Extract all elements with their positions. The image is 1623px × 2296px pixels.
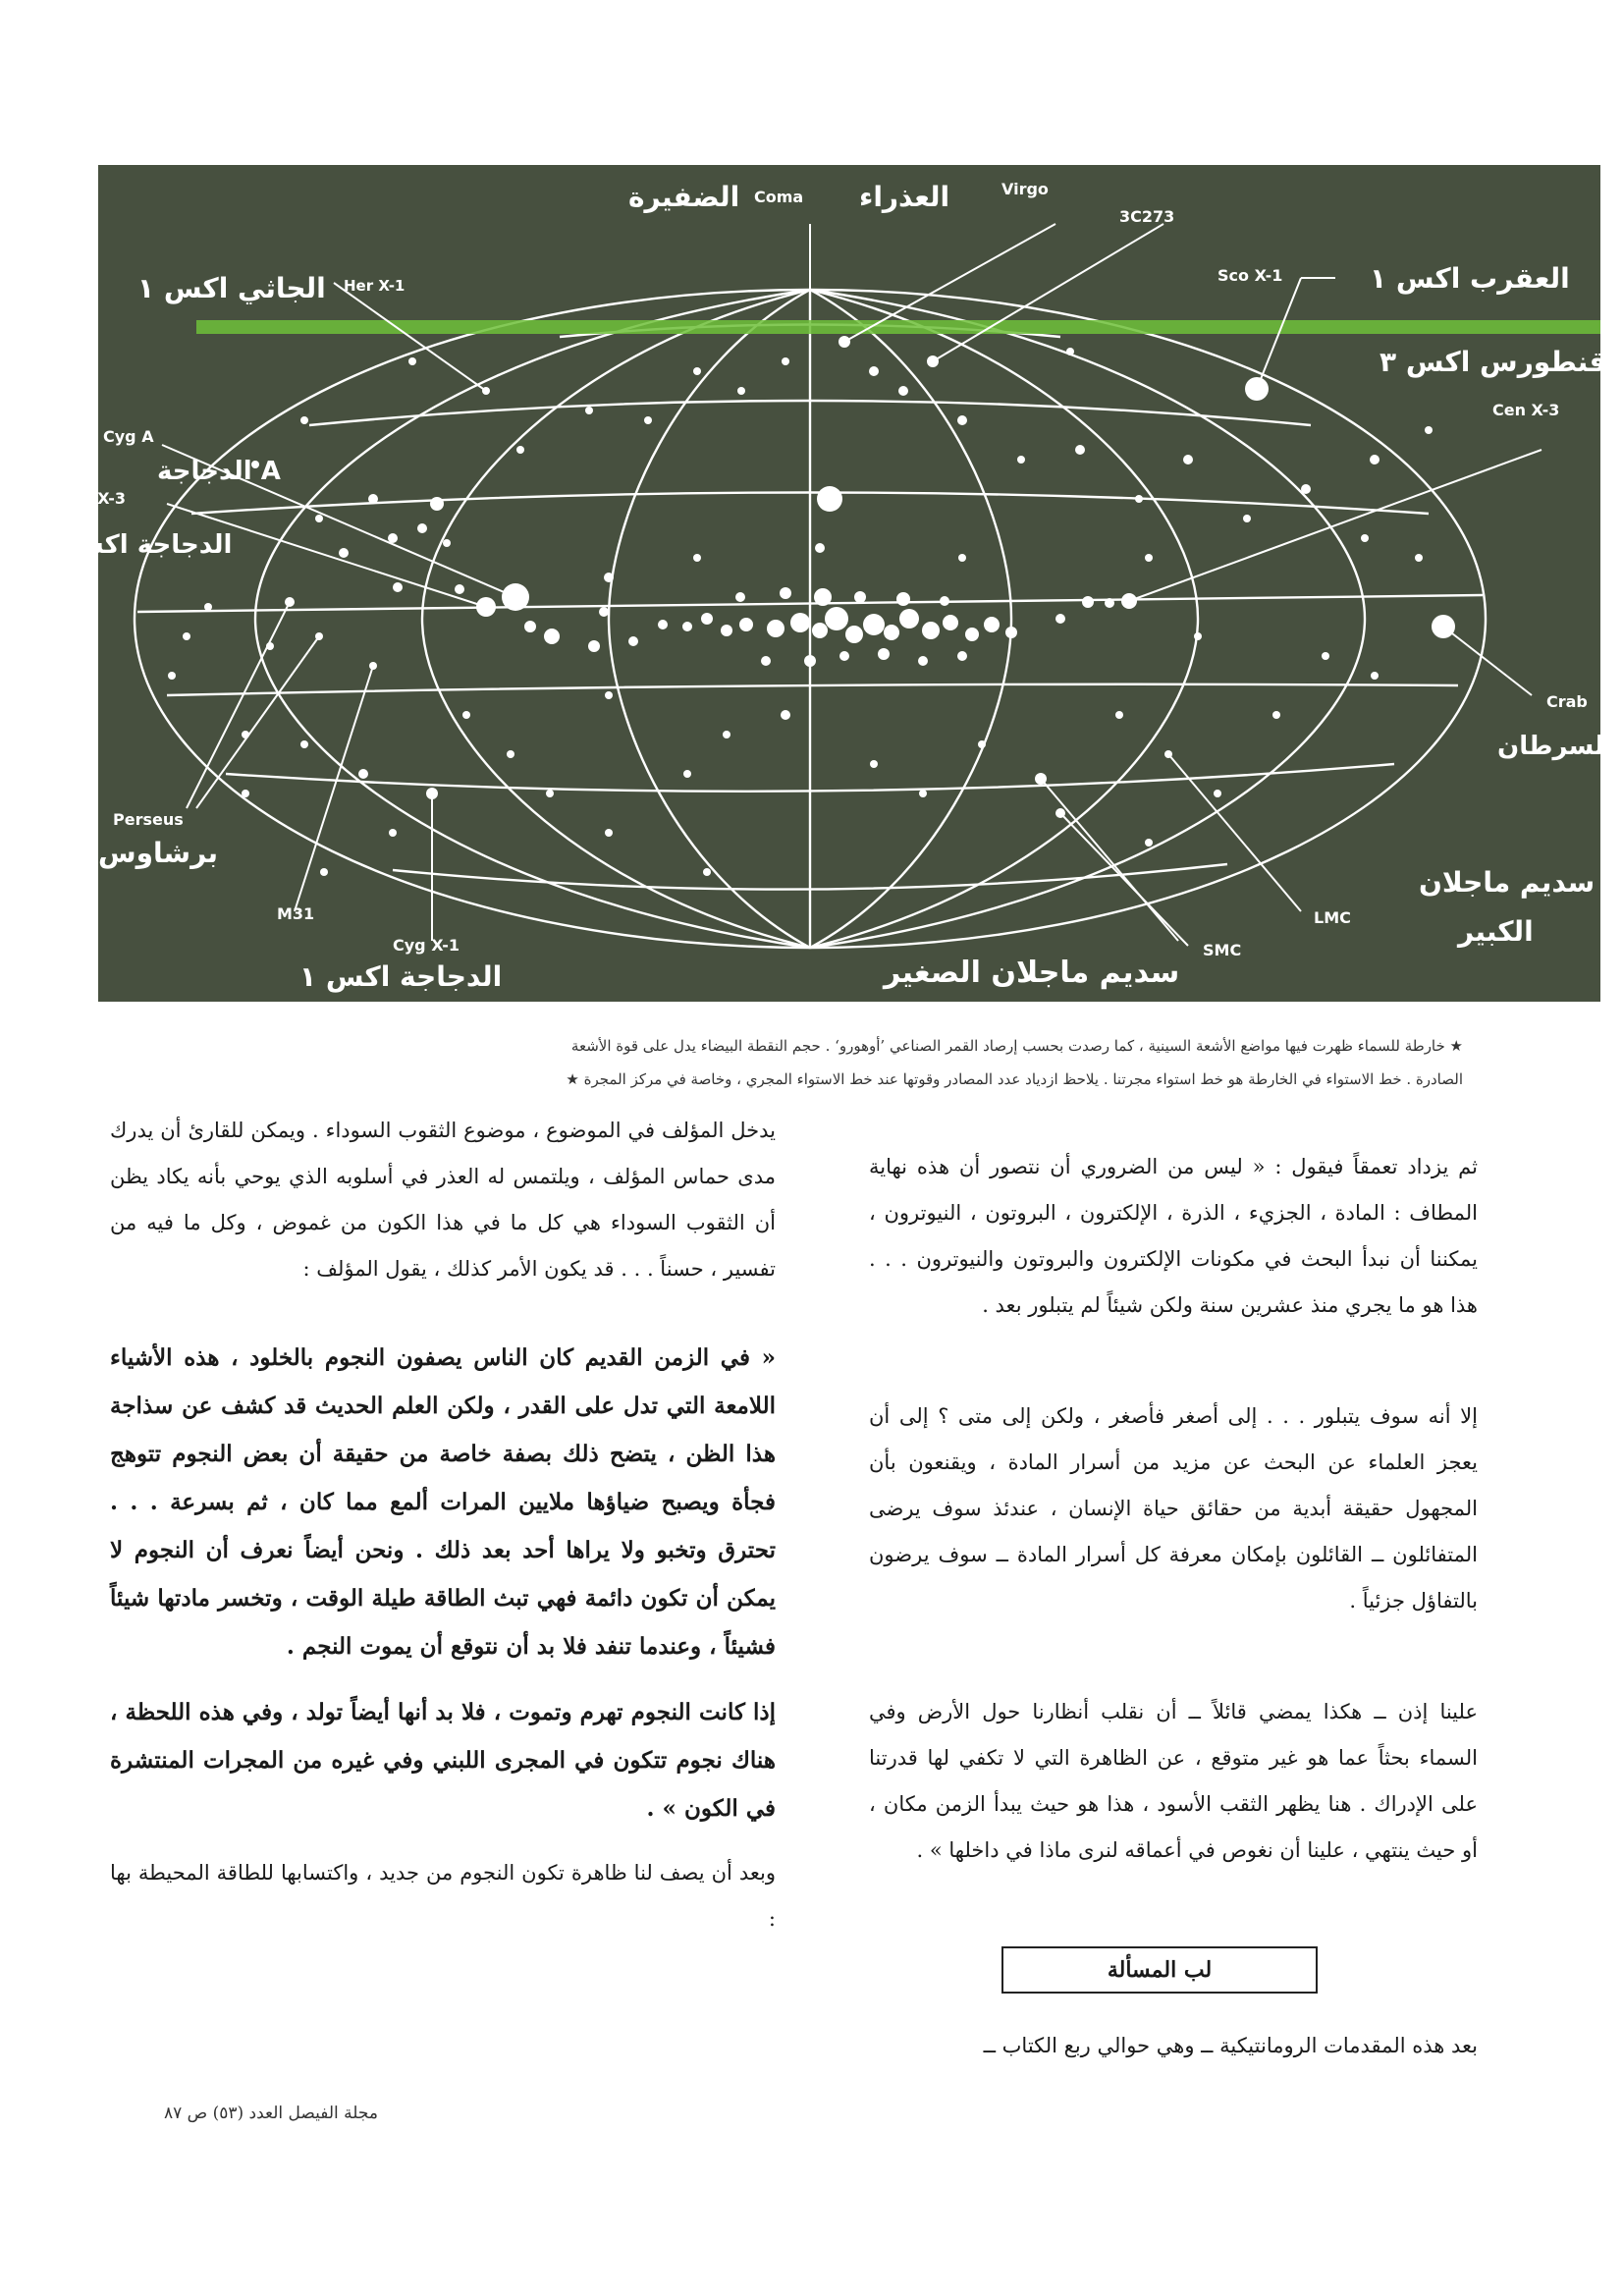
right-paragraph-2: إلا أنه سوف يتبلور . . . إلى أصغر فأصغر ، ولكن إلى متى ؟ إلى أن يعجز العلماء عن البحث عن مزيد من أسرار المادة ، ويقنعون بأن المجهول حقيقة أبدية من حقائق حياة الإنسان ، عندئذ سوف يرضى المتفائلون ــ القائلون بإمكان معرفة كل أسرار المادة ــ سوف يرضون بالتفاؤل جزئياً .	[869, 1404, 1478, 1613]
figure-caption	[295, 1029, 1463, 1096]
label-cenx3-ar: قنطورس اكس ٣	[1380, 346, 1607, 378]
label-perseus: Perseus	[113, 810, 184, 829]
left-quote-paragraph-2: إذا كانت النجوم تهرم وتموت ، فلا بد أنها أيضاً تولد ، وفي هذه اللحظة ، هناك نجوم تتكون في المجرى اللبني وفي غيره من المجرات المنتشرة في الكون » .	[110, 1699, 776, 1822]
label-lmc-ar-1: سديم ماجلان	[1419, 866, 1596, 899]
label-scox1-ar: العقرب اكس ١	[1370, 262, 1570, 295]
left-quote-paragraph-1: « في الزمن القديم كان الناس يصفون النجوم بالخلود ، هذه الأشياء اللامعة التي تدل على القدر ، ولكن العلم الحديث قد كشف عن سذاجة هذا الظن ، يتضح ذلك بصفة خاصة من حقيقة أن بعض النجوم تتوهج فجأة ويصبح ضياؤها ملايين المرات ألمع مما كان ، ثم بسرعة . . . تحترق وتخبو ولا يراها أحد بعد ذلك . ونحن أيضاً نعرف أن النجوم لا يمكن أن تكون دائمة فهي تبث الطاقة طيلة الوقت ، وتخسر مادتها شيئاً فشيئاً ، وعندما تنفد فلا بد أن نتوقع أن يموت النجم .	[110, 1344, 776, 1660]
label-cenx3: Cen X-3	[1492, 401, 1560, 419]
left-paragraph-1: يدخل المؤلف في الموضوع ، موضوع الثقوب السوداء . ويمكن للقارئ أن يدرك مدى حماس المؤلف ، ويلتمس له العذر في أسلوبه الذي يوحي بأنه يكاد يظن أن الثقوب السوداء هي كل ما في هذا الكون من غموض ، وكل ما فيه من تفسير ، حسناً . . . قد يكون الأمر كذلك ، يقول المؤلف :	[110, 1119, 777, 1281]
right-column	[869, 1144, 1478, 1874]
label-crab: Crab	[1546, 692, 1588, 711]
xray-sky-map	[44, 165, 1613, 1002]
label-crab-ar: السرطان	[1497, 732, 1613, 761]
label-smc-ar: سديم ماجلان الصغير	[884, 956, 1180, 990]
label-cyga: Cyg A	[103, 427, 154, 446]
label-coma-ar: الضفيرة	[628, 181, 740, 213]
label-cygx3-ar: الدجاجة اكس ٣	[44, 530, 233, 560]
left-column	[110, 1108, 776, 1942]
label-perseus-ar: برشاوس	[98, 837, 219, 869]
label-cygx1-ar: الدجاجة اكس ١	[299, 960, 503, 993]
label-smc: SMC	[1203, 941, 1242, 959]
label-coma: Coma	[754, 188, 804, 206]
label-virgo-ar: العذراء	[859, 181, 950, 213]
label-cygx1: Cyg X-1	[393, 936, 460, 955]
label-cygx3: Cyg X-3	[59, 489, 126, 508]
label-m31: M31	[277, 904, 315, 923]
caption-line-1: ★ خارطة للسماء ظهرت فيها مواضع الأشعة السينية ، كما رصدت بحسب إرصاد القمر الصناعي ’أوهورو‘ . حجم النقطة البيضاء يدل على قوة الأشعة	[570, 1037, 1463, 1055]
caption-line-2: الصادرة . خط الاستواء في الخارطة هو خط استواء مجرتنا . يلاحظ ازدياد عدد المصادر وقوتها عند خط الاستواء المجري ، وخاصة في مركز المجرة ★	[566, 1070, 1463, 1088]
label-lmc: LMC	[1314, 908, 1351, 927]
label-scox1: Sco X-1	[1217, 266, 1283, 285]
label-3c273: 3C273	[1119, 207, 1175, 226]
right-paragraph-3: علينا إذن ــ هكذا يمضي قائلاً ــ أن نقلب أنظارنا حول الأرض وفي السماء بحثاً عما هو غير متوقع ، عن الظاهرة التي لا تكفي لها قدرتنا على الإدراك . هنا يظهر الثقب الأسود ، هذا هو حيث يبدأ الزمن مكان ، أو حيث ينتهي ، علينا أن نغوص في أعماقه لنرى ماذا في داخلها » .	[869, 1700, 1478, 1862]
label-herx1: Her X-1	[344, 277, 406, 295]
right-paragraph-4: بعد هذه المقدمات الرومانتيكية ــ وهي حوالي ربع الكتاب ــ	[983, 2034, 1478, 2057]
section-heading: لب المسألة	[1001, 1946, 1318, 1994]
left-paragraph-4: وبعد أن يصف لنا ظاهرة تكون النجوم من جديد ، واكتسابها للطاقة المحيطة بها :	[110, 1861, 776, 1931]
page-footer: مجلة الفيصل العدد (٥٣) ص ٨٧	[163, 2104, 378, 2123]
label-cyga-ar: الدجاجة A	[157, 457, 281, 486]
label-lmc-ar-2: الكبير	[1458, 915, 1534, 948]
highlight-band	[196, 320, 1600, 334]
right-paragraph-1: ثم يزداد تعمقاً فيقول : « ليس من الضروري أن نتصور أن هذه نهاية المطاف : المادة ، الجزيء ، الذرة ، الإلكترون ، البروتون ، النيوترون ، يمكننا أن نبدأ البحث في مكونات الإلكترون والبروتون والنيوترون . . . هذا هو ما يجري منذ عشرين سنة ولكن شيئاً لم يتبلور بعد .	[869, 1155, 1478, 1317]
label-herx1-ar: الجاثي اكس ١	[137, 272, 326, 304]
label-virgo: Virgo	[1001, 180, 1049, 198]
